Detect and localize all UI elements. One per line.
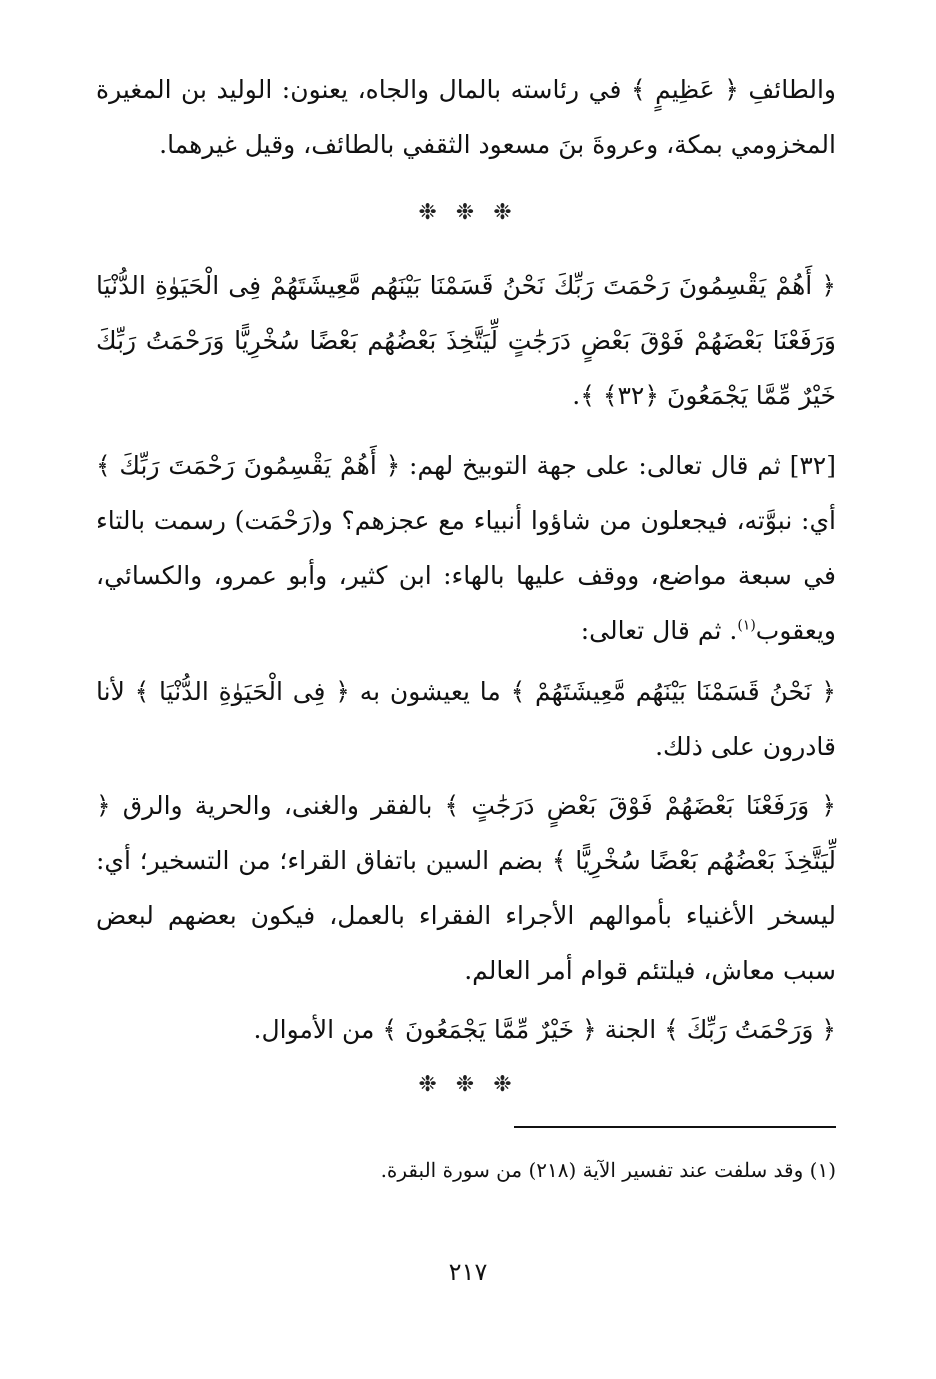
- commentary-tail: . ثم قال تعالى:: [580, 616, 738, 645]
- page-number: ٢١٧: [448, 1258, 488, 1286]
- paragraph-livelihood: ﴿ نَحْنُ قَسَمْنَا بَيْنَهُم مَّعِيشَتَهُمْ ﴾ ما يعيشون به ﴿ فِى الْحَيَوٰةِ الدُّنْيَا ﴾ لأنا قادرون على ذلك.: [96, 677, 836, 761]
- paragraph-ranks: ﴿ وَرَفَعْنَا بَعْضَهُمْ فَوْقَ بَعْضٍ دَرَجَٰتٍ ﴾ بالفقر والغنى، والحرية والرق ﴿ لِّيَتَّخِذَ بَعْضُهُم بَعْضًا سُخْرِيًّا ﴾ بضم السين باتفاق القراء؛ من التسخير؛ أي: ليسخر الأغنياء بأموالهم الأجراء الفقراء بالعمل، فيكون بعضهم لبعض سبب معاش، فيلتئم قوام أمر العالم.: [96, 791, 836, 985]
- section-separator-top: ❉ ❉ ❉: [418, 200, 518, 225]
- paragraph-mercy: ﴿ وَرَحْمَتُ رَبِّكَ ﴾ الجنة ﴿ خَيْرٌ مِّمَّا يَجْمَعُونَ ﴾ من الأموال.: [253, 1015, 836, 1044]
- paragraph-intro: والطائفِ ﴿ عَظِيمٍ ﴾ في رئاسته بالمال والجاه، يعنون: الوليد بن المغيرة المخزومي بمكة، وعروةَ بنَ مسعود الثقفي بالطائف، وقيل غيرهما.: [96, 75, 836, 159]
- paragraph-commentary-32: [96, 438, 836, 658]
- section-separator-bottom: ❉ ❉ ❉: [418, 1072, 518, 1097]
- footnote-marker: (١): [737, 617, 756, 634]
- commentary-text: [٣٢] ثم قال تعالى: على جهة التوبيخ لهم: ﴿ أَهُمْ يَقْسِمُونَ رَحْمَتَ رَبِّكَ ﴾ أي: نبوَّته، فيجعلون من شاؤوا أنبياء مع عجزهم؟ و(رَحْمَت) رسمت بالتاء في سبعة مواضع، ووقف عليها بالهاء: ابن كثير، وأبو عمرو، والكسائي، ويعقوب: [96, 451, 836, 645]
- footnote: (١) وقد سلفت عند تفسير الآية (٢١٨) من سورة البقرة.: [380, 1158, 836, 1182]
- quran-verse-32: ﴿ أَهُمْ يَقْسِمُونَ رَحْمَتَ رَبِّكَ نَحْنُ قَسَمْنَا بَيْنَهُم مَّعِيشَتَهُمْ فِى الْحَيَوٰةِ الدُّنْيَا وَرَفَعْنَا بَعْضَهُمْ فَوْقَ بَعْضٍ دَرَجَٰتٍ لِّيَتَّخِذَ بَعْضُهُم بَعْضًا سُخْرِيًّا وَرَحْمَتُ رَبِّكَ خَيْرٌ مِّمَّا يَجْمَعُونَ ﴿٣٢﴾ ﴾.: [96, 271, 836, 410]
- footnote-divider: [514, 1126, 836, 1128]
